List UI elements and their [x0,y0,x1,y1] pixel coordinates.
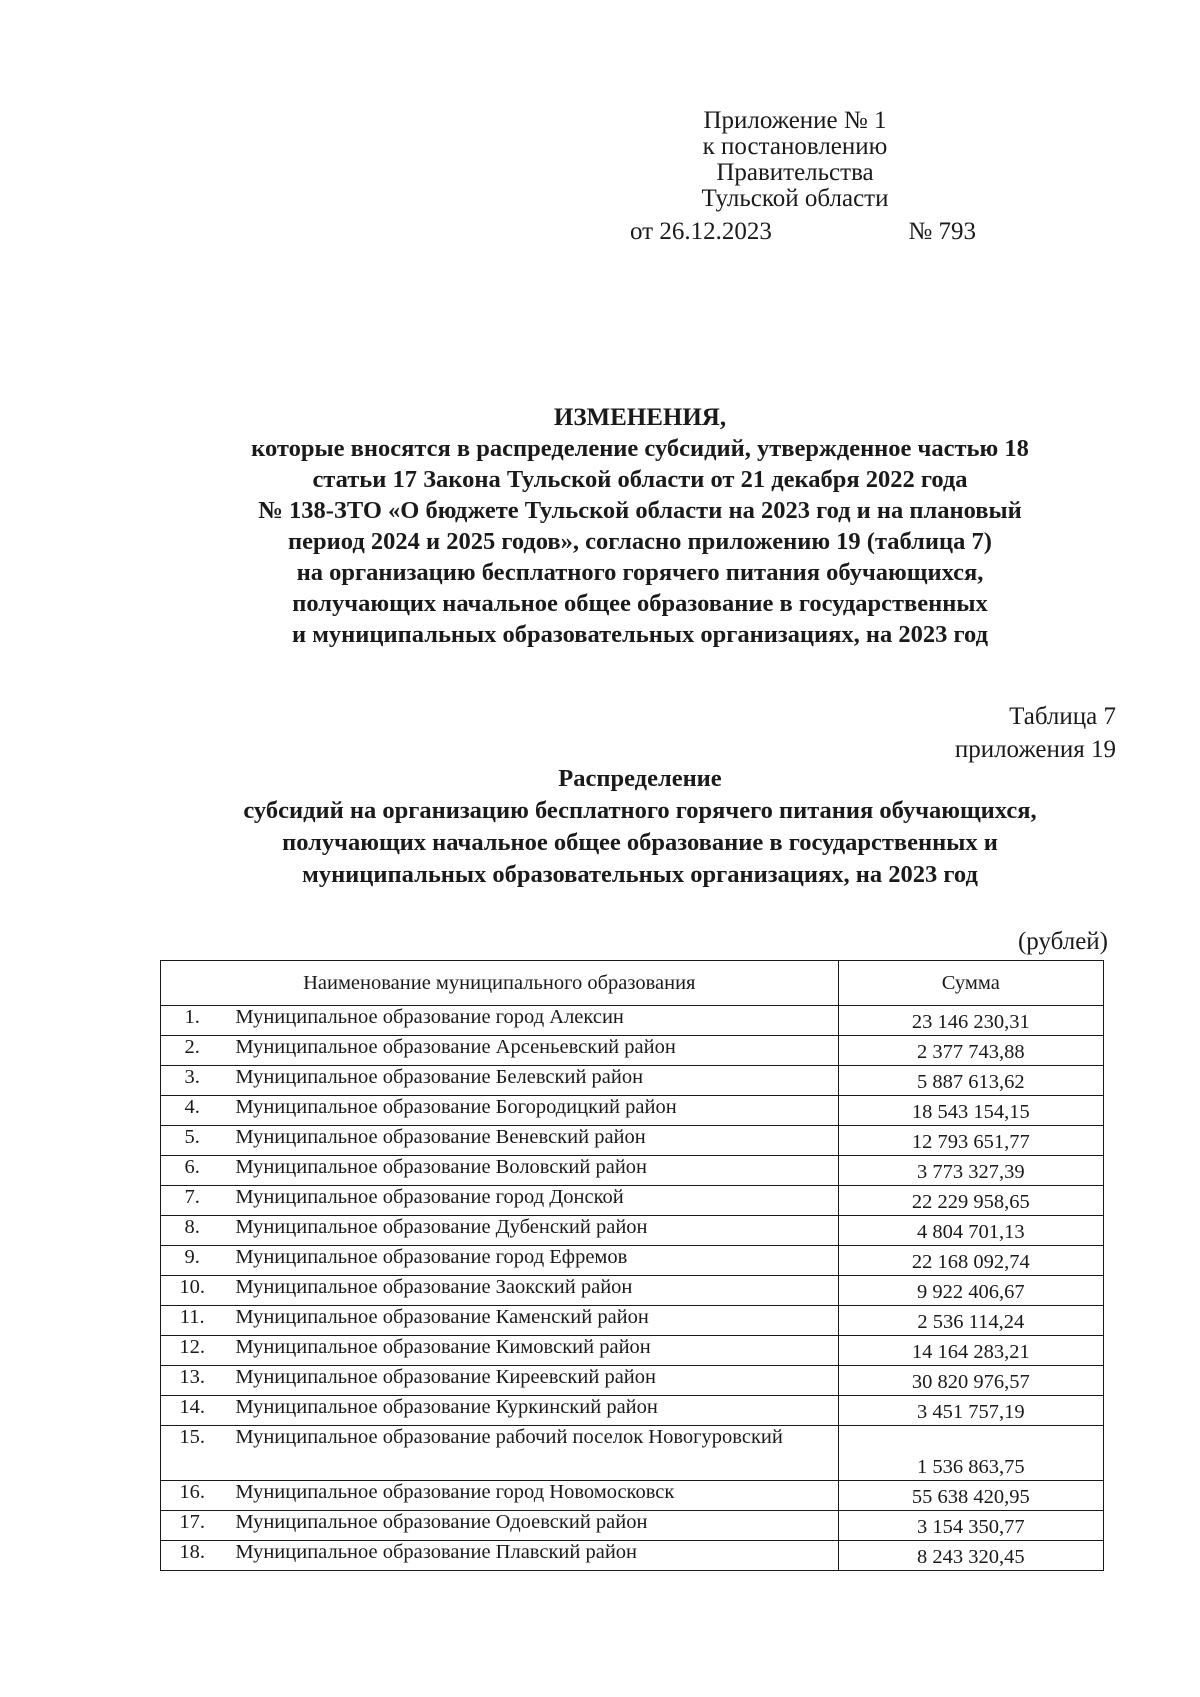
row-sum: 2 536 114,24 [838,1306,1103,1336]
row-sum: 30 820 976,57 [838,1366,1103,1396]
table-reference [820,700,1116,766]
row-name: Муниципальное образование Куркинский район [223,1396,838,1426]
table-row [161,1186,1104,1216]
row-number: 5. [161,1126,224,1156]
row-sum: 3 154 350,77 [838,1511,1103,1541]
appendix-line-2: к постановлению Правительства [702,133,888,186]
row-name: Муниципальное образование город Ефремов [223,1246,838,1276]
row-number: 14. [161,1396,224,1426]
row-name: Муниципальное образование город Донской [223,1186,838,1216]
row-number: 2. [161,1036,224,1066]
table-ref-line-2: приложения 19 [954,736,1116,763]
row-sum: 2 377 743,88 [838,1036,1103,1066]
table-row [161,1036,1104,1066]
row-name: Муниципальное образование Заокский район [223,1276,838,1306]
row-number: 12. [161,1336,224,1366]
row-sum: 3 773 327,39 [838,1156,1103,1186]
order-number: № 793 [908,218,976,245]
row-number: 4. [161,1096,224,1126]
table-row [161,1066,1104,1096]
distribution-heading: Распределение [558,765,722,792]
row-sum: 12 793 651,77 [838,1126,1103,1156]
row-sum: 22 168 092,74 [838,1246,1103,1276]
row-sum: 4 804 701,13 [838,1216,1103,1246]
row-name: Муниципальное образование Киреевский район [223,1366,838,1396]
table-header-row [161,961,1104,1006]
row-name: Муниципальное образование Каменский район [223,1306,838,1336]
table-row [161,1426,1104,1481]
row-name: Муниципальное образование Веневский район [223,1126,838,1156]
row-number: 18. [161,1541,224,1571]
row-sum: 55 638 420,95 [838,1481,1103,1511]
row-number: 1. [161,1006,224,1036]
title-line: которые вносятся в распределение субсидий, утвержденное частью 18 [251,435,1029,462]
table-row [161,1336,1104,1366]
table-row [161,1246,1104,1276]
row-name: Муниципальное образование Кимовский район [223,1336,838,1366]
row-number: 3. [161,1066,224,1096]
table-row [161,1006,1104,1036]
table-row [161,1396,1104,1426]
row-name: Муниципальное образование город Алексин [223,1006,838,1036]
header-name: Наименование муниципального образования [161,961,839,1006]
row-name: Муниципальное образование рабочий поселок Новогуровский [223,1426,838,1481]
subsidy-table [160,960,1104,1571]
row-sum: 14 164 283,21 [838,1336,1103,1366]
row-name: Муниципальное образование Белевский район [223,1066,838,1096]
title-line: на организацию бесплатного горячего питания обучающихся, [296,559,984,586]
distribution-title [150,763,1130,891]
row-number: 10. [161,1276,224,1306]
distribution-line: субсидий на организацию бесплатного горячего питания обучающихся, [243,797,1037,824]
row-sum: 5 887 613,62 [838,1066,1103,1096]
order-date: от 26.12.2023 [630,218,772,245]
row-number: 7. [161,1186,224,1216]
row-number: 17. [161,1511,224,1541]
row-sum: 23 146 230,31 [838,1006,1103,1036]
table-body [161,1006,1104,1571]
appendix-line-3: Тульской области [701,185,889,212]
table-row [161,1126,1104,1156]
row-sum: 1 536 863,75 [838,1426,1103,1481]
row-number: 11. [161,1306,224,1336]
table-row [161,1541,1104,1571]
row-sum: 3 451 757,19 [838,1396,1103,1426]
document-title [150,402,1130,650]
table-row [161,1276,1104,1306]
title-line: и муниципальных образовательных организациях, на 2023 год [292,621,988,648]
row-name: Муниципальное образование Богородицкий район [223,1096,838,1126]
row-number: 8. [161,1216,224,1246]
appendix-header [630,108,960,212]
row-sum: 18 543 154,15 [838,1096,1103,1126]
appendix-line-1: Приложение № 1 [703,107,887,134]
table-row [161,1481,1104,1511]
row-name: Муниципальное образование Одоевский район [223,1511,838,1541]
title-heading: ИЗМЕНЕНИЯ, [553,404,727,431]
table-ref-line-1: Таблица 7 [1009,703,1116,730]
distribution-line: муниципальных образовательных организациях, на 2023 год [302,861,978,888]
header-sum: Сумма [838,961,1103,1006]
row-number: 9. [161,1246,224,1276]
title-line: статьи 17 Закона Тульской области от 21 декабря 2022 года [312,466,968,493]
row-number: 6. [161,1156,224,1186]
row-number: 16. [161,1481,224,1511]
table-row [161,1306,1104,1336]
units-label: (рублей) [1017,928,1108,955]
title-line: период 2024 и 2025 годов», согласно приложению 19 (таблица 7) [288,528,992,555]
row-name: Муниципальное образование Арсеньевский район [223,1036,838,1066]
table-row [161,1366,1104,1396]
table-row [161,1511,1104,1541]
row-number: 13. [161,1366,224,1396]
table-row [161,1096,1104,1126]
row-name: Муниципальное образование город Новомосковск [223,1481,838,1511]
title-line: получающих начальное общее образование в государственных [292,590,988,617]
row-name: Муниципальное образование Плавский район [223,1541,838,1571]
row-name: Муниципальное образование Воловский район [223,1156,838,1186]
distribution-line: получающих начальное общее образование в государственных и [282,829,998,856]
title-line: № 138-ЗТО «О бюджете Тульской области на 2023 год и на плановый [258,497,1022,524]
table-row [161,1216,1104,1246]
row-name: Муниципальное образование Дубенский район [223,1216,838,1246]
order-reference [630,218,976,246]
row-number: 15. [161,1426,224,1481]
row-sum: 9 922 406,67 [838,1276,1103,1306]
table-row [161,1156,1104,1186]
row-sum: 22 229 958,65 [838,1186,1103,1216]
row-sum: 8 243 320,45 [838,1541,1103,1571]
